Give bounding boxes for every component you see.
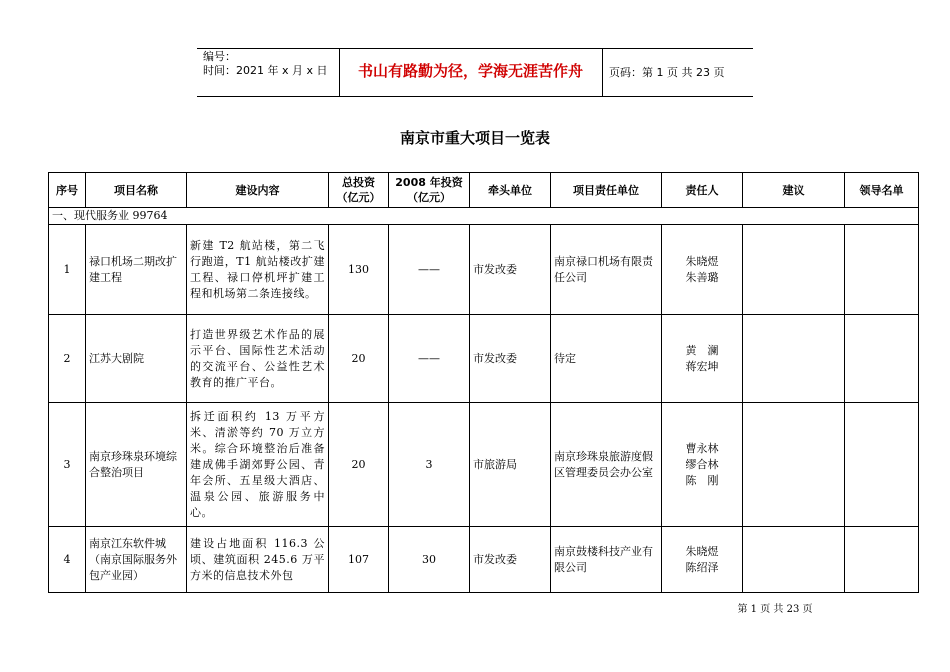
table-row [49, 403, 919, 527]
leader-list [845, 315, 919, 403]
header-cell: 建议 [743, 173, 845, 208]
lead-unit: 市发改委 [470, 225, 551, 315]
total-investment: 20 [329, 403, 389, 527]
header-cell: 总投资（亿元） [329, 173, 389, 208]
suggestion [743, 527, 845, 593]
lead-unit: 市发改委 [470, 315, 551, 403]
projects-table [48, 172, 919, 593]
doc-code-label: 编号： [203, 50, 236, 63]
header-cell: 建设内容 [187, 173, 329, 208]
suggestion [743, 403, 845, 527]
document-title: 南京市重大项目一览表 [399, 129, 550, 147]
project-name: 南京珍珠泉环境综合整治项目 [86, 403, 187, 527]
suggestion [743, 225, 845, 315]
leader-list [845, 527, 919, 593]
header-cell: 项目责任单位 [551, 173, 662, 208]
header-bottom-rule [197, 96, 753, 97]
project-content: 新建 T2 航站楼，第二飞行跑道，T1 航站楼改扩建工程、禄口停机坪扩建工程和机场第二条连接线。 [187, 225, 329, 315]
header-motto: 书山有路勤为径，学海无涯苦作舟 [357, 62, 583, 80]
project-name: 江苏大剧院 [86, 315, 187, 403]
project-name: 南京江东软件城（南京国际服务外包产业园） [86, 527, 187, 593]
page-footer: 第 1 页 共 23 页 [737, 604, 813, 615]
row-number: 3 [49, 403, 86, 527]
responsible-unit: 南京珍珠泉旅游度假区管理委员会办公室 [551, 403, 662, 527]
project-content: 拆迁面积约 13 万平方米、清淤等约 70 万立方米。综合环境整治后准备建成佛手湖郊野公园、青年会所、五星级大酒店、温泉公园、旅游服务中心。 [187, 403, 329, 527]
header-cell: 牵头单位 [470, 173, 551, 208]
section-row [49, 208, 919, 225]
table-row [49, 527, 919, 593]
investment-2008: —— [389, 225, 470, 315]
responsible-person: 黄 澜 蒋宏坤 [662, 315, 743, 403]
table-header-row [49, 173, 919, 208]
project-content: 打造世界级艺术作品的展示平台、国际性艺术活动的交流平台、公益性艺术教育的推广平台。 [187, 315, 329, 403]
header-cell: 序号 [49, 173, 86, 208]
total-investment: 130 [329, 225, 389, 315]
header-divider [602, 49, 603, 97]
lead-unit: 市发改委 [470, 527, 551, 593]
suggestion [743, 315, 845, 403]
header-cell: 领导名单 [845, 173, 919, 208]
responsible-unit: 南京禄口机场有限责任公司 [551, 225, 662, 315]
project-name: 禄口机场二期改扩建工程 [86, 225, 187, 315]
row-number: 2 [49, 315, 86, 403]
responsible-unit: 待定 [551, 315, 662, 403]
header-top-rule [197, 48, 753, 49]
leader-list [845, 403, 919, 527]
header-divider [339, 49, 340, 97]
header-cell: 项目名称 [86, 173, 187, 208]
page-number-label: 页码：第 1 页 共 23 页 [609, 66, 725, 79]
investment-2008: 30 [389, 527, 470, 593]
section-label: 一、现代服务业 99764 [49, 208, 919, 225]
investment-2008: —— [389, 315, 470, 403]
leader-list [845, 225, 919, 315]
row-number: 1 [49, 225, 86, 315]
total-investment: 107 [329, 527, 389, 593]
total-investment: 20 [329, 315, 389, 403]
table-row [49, 225, 919, 315]
responsible-person: 朱晓煜 陈绍泽 [662, 527, 743, 593]
lead-unit: 市旅游局 [470, 403, 551, 527]
responsible-person: 朱晓煜 朱善璐 [662, 225, 743, 315]
header-cell: 责任人 [662, 173, 743, 208]
header-cell: 2008 年投资（亿元） [389, 173, 470, 208]
row-number: 4 [49, 527, 86, 593]
table-row [49, 315, 919, 403]
investment-2008: 3 [389, 403, 470, 527]
doc-time-label: 时间：2021 年 x 月 x 日 [203, 64, 328, 77]
responsible-unit: 南京鼓楼科技产业有限公司 [551, 527, 662, 593]
project-content: 建设占地面积 116.3 公顷、建筑面积 245.6 万平方米的信息技术外包 [187, 527, 329, 593]
responsible-person: 曹永林 缪合林 陈 刚 [662, 403, 743, 527]
